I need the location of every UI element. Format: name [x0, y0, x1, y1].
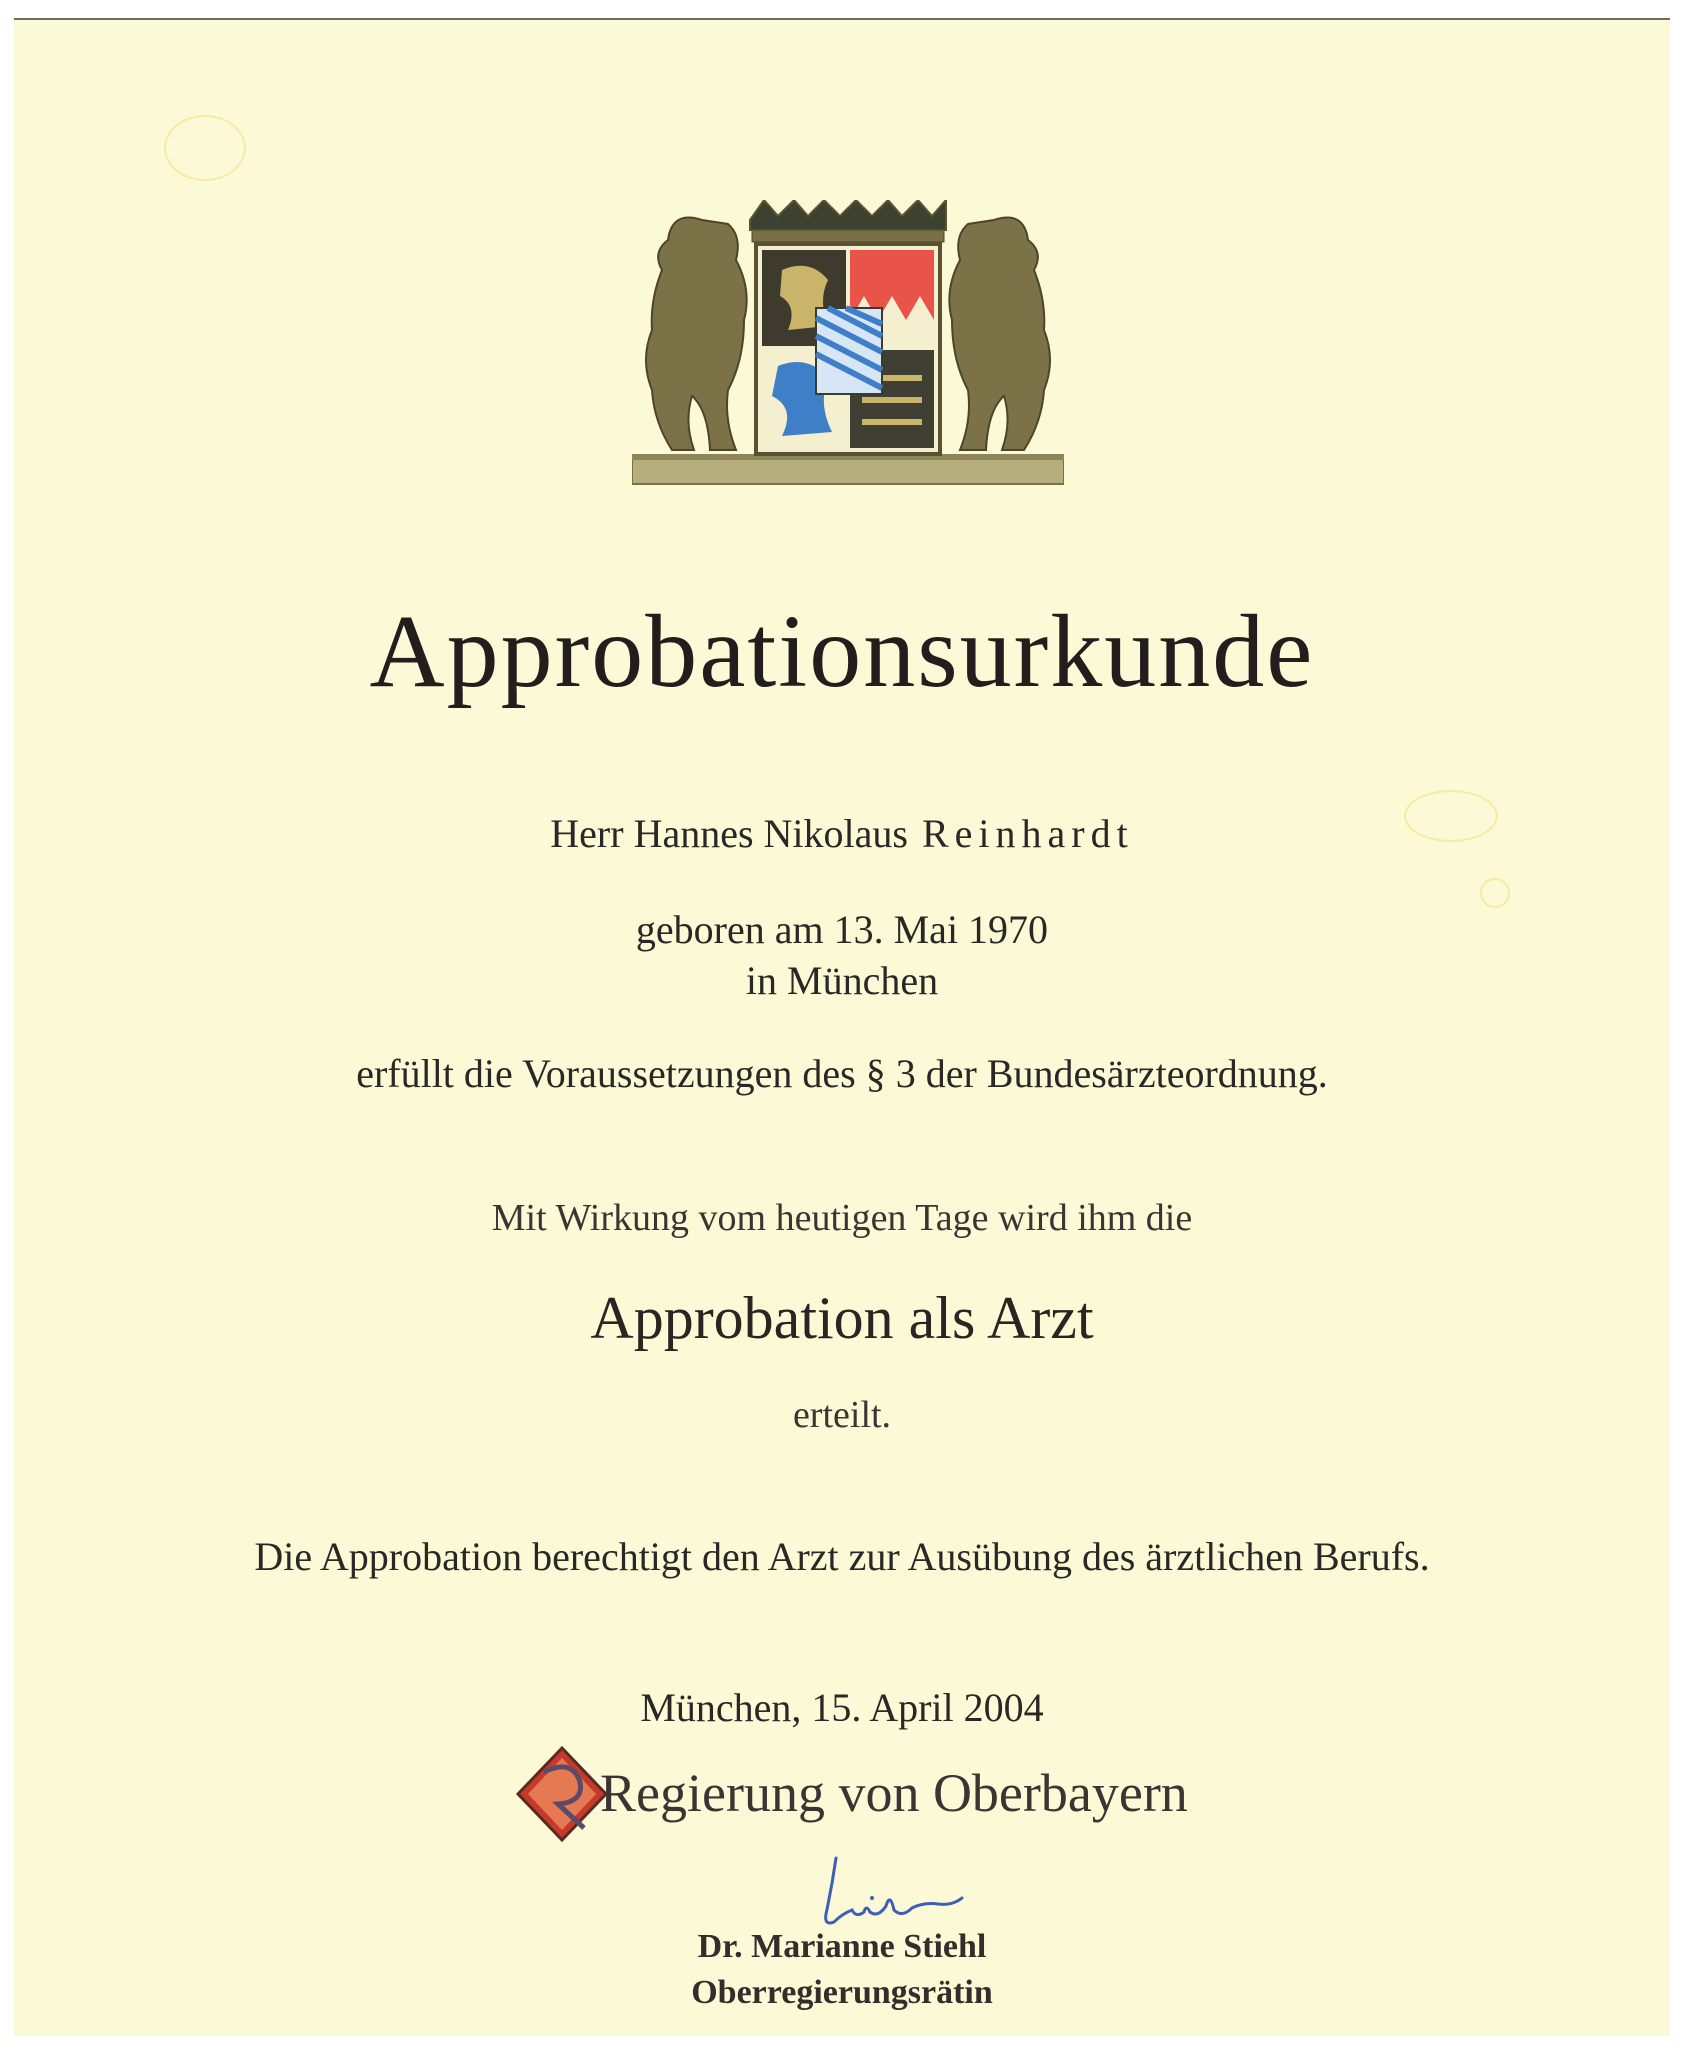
certificate-sheet — [14, 18, 1670, 2036]
authority-name: Regierung von Oberbayern — [600, 1763, 1188, 1823]
document-title: Approbationsurkunde — [369, 594, 1315, 709]
holder-surname: Reinhardt — [921, 811, 1134, 856]
holder-name — [14, 810, 1670, 857]
authority-logo-icon — [514, 1744, 610, 1844]
signer-name: Dr. Marianne Stiehl — [697, 1928, 987, 1965]
approbation-title: Approbation als Arzt — [590, 1285, 1094, 1351]
place-and-date: München, 15. April 2004 — [640, 1685, 1044, 1730]
birth-date-line: geboren am 13. Mai 1970 — [635, 907, 1049, 952]
paper-stain — [164, 115, 246, 181]
requirement-statement: erfüllt die Voraussetzungen des § 3 der Bundesärzteordnung. — [356, 1051, 1328, 1096]
birth-place-line: in München — [745, 958, 939, 1003]
issuing-authority — [514, 1744, 1274, 1844]
paper-stain — [1480, 878, 1510, 908]
granted-text: erteilt. — [792, 1394, 892, 1436]
signer-title: Oberregierungsrätin — [691, 1974, 993, 2011]
grant-intro: Mit Wirkung vom heutigen Tage wird ihm die — [491, 1197, 1193, 1239]
coat-of-arms-icon — [632, 200, 1064, 490]
rights-statement: Die Approbation berechtigt den Arzt zur Ausübung des ärztlichen Berufs. — [254, 1534, 1430, 1579]
holder-given-names: Herr Hannes Nikolaus — [550, 811, 908, 856]
